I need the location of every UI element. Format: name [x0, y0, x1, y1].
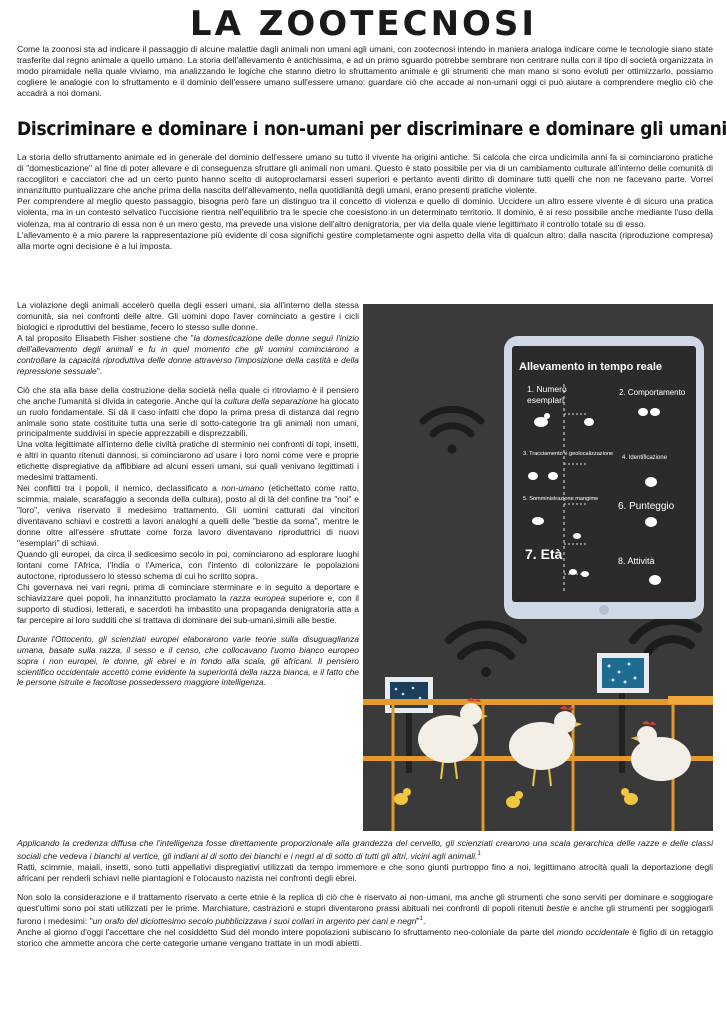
- tablet-item: 4. Identificazione: [622, 455, 668, 461]
- article-title: LA ZOOTECNOSI: [189, 4, 538, 44]
- tablet-item: 7. Età: [525, 546, 563, 562]
- section-one-paragraph: Per comprendere al meglio questo passaggio, bisogna però fare un distinguo tra il concetto di violenza e quello di dominio. Uccidere un altro essere vivente è di sicuro una pratica violenta, ma in un contesto selvatico l'uccisione rientra nell'equilibrio tra le specie che coesistono in un determinato territorio. Il dominio, è si reso possibile anche mediante l'uso della violenza, ma al contrario di essa non è un mero gesto, ma prevede una visione dell'altro denigratoria, per via della quale viene legittimato il controllo totale su di esso.: [17, 196, 713, 229]
- livestock-tracking-illustration: [363, 304, 713, 831]
- column-paragraph: Ciò che sta alla base della costruzione della società nella quale ci ritroviamo è il pensiero che anche l'umanità si divida in categorie. Anche qui la cultura della separazione ha giocato un ruolo fondamentale. Si dà il caso infatti che dopo la prima presa di distanza dal regno animale sono state costituite tutta una serie di sotto-categorie tra gli animali non umani, principalmente suddivisi in specie apprezzabili e disprezzabili.: [17, 384, 359, 439]
- column-paragraph: Una volta legittimate all'interno delle civiltà pratiche di sterminio nei confronti di topi, insetti, e altri in quanto ritenuti dannosi, si cominciarono ad usare i loro nomi come vere e proprie etichette dispregiative da affibbiare ad alcuni esseri umani, sui quali venivano legittimati i medesimi trattamenti.: [17, 439, 359, 483]
- section-one: [17, 152, 713, 252]
- fisher-quote: la domesticazione delle donne seguì l'inizio dell'allevamento degli animali e fu in quel momento che gli uomini cominciarono a controllare la capacità riproduttiva delle donne attraverso l'imposizione della castità e della repressione sessuale: [17, 332, 359, 376]
- column-paragraph: A tal proposito Elisabeth Fisher sostiene che "la domesticazione delle donne seguì l'inizio dell'allevamento degli animali e fu in quel momento che gli uomini cominciarono a controllare la capacità riproduttiva delle donne attraverso l'imposizione della castità e della repressione sessuale".: [17, 332, 359, 376]
- bottom-paragraph: Anche al giorno d'oggi l'accettare che nel cosiddetto Sud del mondo intere popolazioni subiscano lo sfruttamento neo-coloniale da parte del mondo occidentale è figlio di un retaggio storico che ammette ancora che certe categorie umane vengano trattate in un modi abietti.: [17, 927, 713, 949]
- tablet-item: 2. Comportamento: [619, 388, 686, 397]
- section-one-paragraph: La storia dello sfruttamento animale ed in generale del dominio dell'essere umano su tutto il vivente ha origini antiche. Si calcola che circa undicimila anni fa si cominciarono pratiche di "domesticazione" al fine di poter allevare e di conseguenza sfruttare gli animali non umani. Questo è stato possibile per via di un cambiamento culturale all'interno delle comunità di raccoglitori e cacciatori che ad un certo punto hanno scelto di autoproclamarsi esseri superiori e pertanto aventi diritto di dominare tutti quelli che non ne facevano parte. Vorrei innanzitutto puntualizzare che anche prima della nascita dell'allevamento, nella quotidianità degli umani, erano presenti pratiche violente.: [17, 152, 713, 196]
- tablet-title: Allevamento in tempo reale: [519, 361, 663, 373]
- bottom-paragraph: Ratti, scimmie, maiali, insetti, sono tutti appellativi dispregiativi utilizzati da tempo immemore e che sono giunti purtroppo fino a noi, legittimano atrocità quali la deportazione degli africani per renderli schiavi nelle piantagioni e l'olocausto nazista nei confronti degli ebrei.: [17, 862, 713, 884]
- tablet-item: 1. Numero esemplari: [527, 384, 567, 405]
- column-paragraph: Quando gli europei, da circa il sedicesimo secolo in poi, cominciarono ad esplorare luoghi lontani come l'Africa, l'India o l'America, con l'intento di colonizzare le popolazioni autoctone, riprodussero lo stesso schema di cui ho scritto sopra.: [17, 548, 359, 581]
- tablet-item: 5. Somministrazione mangime: [523, 496, 599, 502]
- tablet-item: 3. Tracciamento e geolocalizzazione: [523, 451, 614, 457]
- column-paragraph: Chi governava nei vari regni, prima di cominciare sterminare e in seguito a deportare e schiavizzare quei popoli, ha innanzitutto proclamato la razza europea superiore e, con il supporto di studiosi, letterati, e sacerdoti ha imbastito una propaganda denigratoria atta a far percepire ai loro sudditi che si trattava di dominare dei sub-umani,simili alle bestie.: [17, 581, 359, 625]
- bottom-paragraph: Non solo la considerazione e il trattamento riservato a certe etnie è la replica di ciò che è riservato ai non-umani, ma anche gli strumenti che sono serviti per dominare e soggiogare quest'ultimi sono poi stati utilizzati per le prime. Marchiature, castrazioni e stupri diventarono prassi abituali nei confronti di popoli ritenuti bestie e anche gli strumenti per soggiogarli furono i medesimi: "un orafo del diciottesimo secolo pubblicizzava i suoi collari in argento per cani e negri"$^1$.: [17, 892, 713, 927]
- column-paragraph: Durante l'Ottocento, gli scienziati europei elaborarono varie teorie sulla disuguaglianza umana, basate sulla razza, il sesso e il censo, che collocavano l'uomo bianco europeo sopra i non europei, le donne, gli ebrei e in fondo alla scala, gli africani. Il pensiero scientifico occidentale accettò come evidente la superiorità della razza bianca, e il fatto che le persone istruite e facoltose possedessero maggiore intelligenza.: [17, 633, 359, 688]
- bottom-paragraph: Applicando la credenza diffusa che l'intelligenza fosse direttamente proporzionale alla grandezza del cervello, gli scienziati crearono una scala gerarchica delle razze e delle classi sociali che vedeva i bianchi al vertice, gli indiani al di sotto dei bianchi e i negri al di sotto di tutti gli altri, vicini agli animali.$^1$: [17, 838, 713, 861]
- home-button: [599, 605, 609, 615]
- section-subtitle: Discriminare e dominare i non-umani per discriminare e dominare gli umani: [17, 118, 727, 140]
- tablet-item: 6. Punteggio: [618, 501, 675, 512]
- column-paragraph: La violazione degli animali accelerò quella degli esseri umani, sia all'interno della stessa comunità, sia nei confronti delle altre. Gli uomini dopo l'aver cominciato a gestire i cicli biologici e riproduttivi del bestiame, fecero lo stesso sulle donne.: [17, 300, 359, 332]
- intro-paragraph: Come la zoonosi sta ad indicare il passaggio di alcune malattie dagli animali non umani agli umani, con zootecnosi intendo in maniera analoga indicare come le tecnologie siano state trasferite dal regno animale a quello umano. La storia dell'allevamento è antichissima, e ad un primo sguardo potrebbe sembrare non centrare nulla con il tipo di società organizzata in modo piramidale nella quale viviamo, ma analizzando le logiche che stanno dietro lo sfruttamento animale e gli strumenti che man mano si sono evoluti per ottimizzarlo, possiamo cogliere le analogie con lo sfruttamento e il dominio dell'essere umano sull'essere umano: guardare ciò che accade ai non-umani oggi ci può aiutare a comprendere meglio ciò che accadrà a noi domani.: [17, 44, 713, 99]
- tablet-item: 8. Attività: [618, 556, 655, 566]
- section-one-paragraph: L'allevamento è a mio parere la rappresentazione più evidente di cosa significhi gestire completamente ogni aspetto della vita di qualcun altro: dalla nascita (riproduzione compresa) alla morte ogni decisione è a lui imposta.: [17, 229, 713, 251]
- bottom-section: [17, 838, 713, 950]
- left-column: [17, 300, 359, 688]
- column-paragraph: Nei conflitti tra i popoli, il nemico, declassificato a non-umano (etichettato come ratto, scimmia, maiale, scarafaggio a seconda della cultura), posto al di là del confine tra "noi" e "loro", veniva riservato il medesimo trattamento. Gli uomini catturati dai vincitori diventavano schiavi e costretti a lavori analoghi a quelli delle "bestie da soma", mentre le donne oltre all'essere sfruttate come forza lavoro diventavano riproduttrici di nuovi "esemplari" di schiavi.: [17, 483, 359, 549]
